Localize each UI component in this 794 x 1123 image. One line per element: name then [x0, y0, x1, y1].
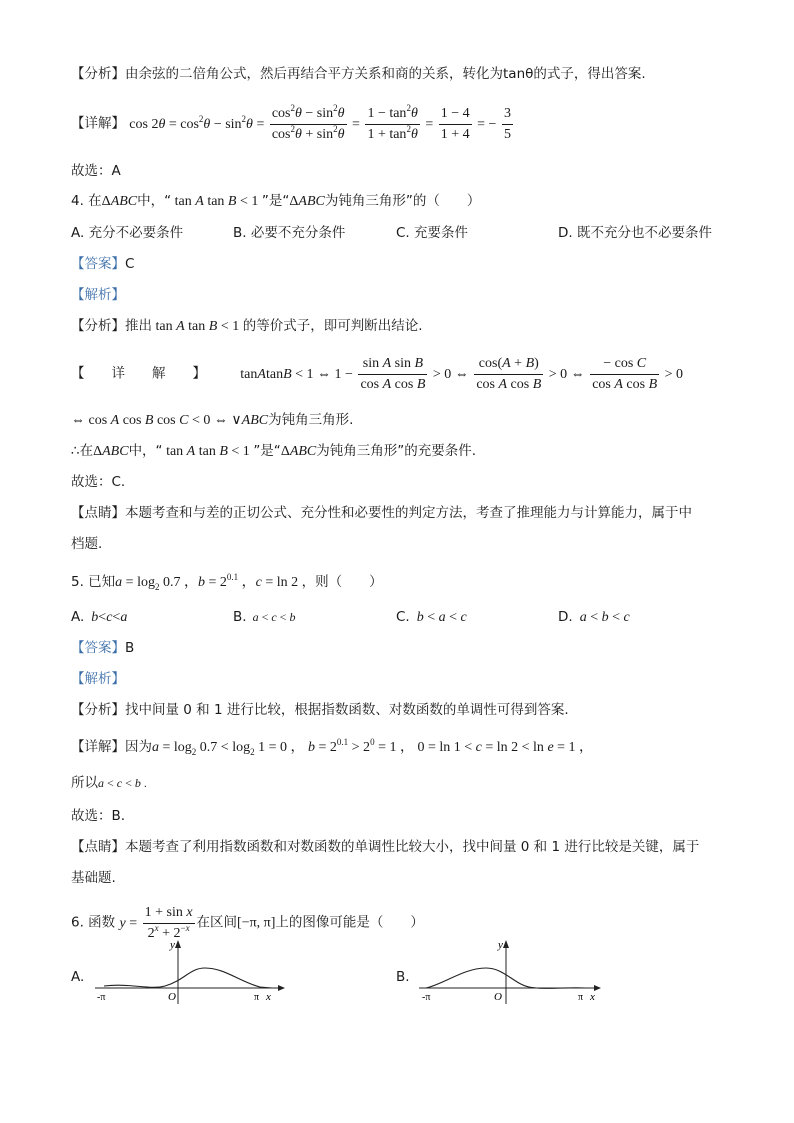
q6-function: y = $\frac{\text{1 + sin x}}{2^x + 2^{-x}}$	[119, 916, 196, 931]
q6-graph-a	[90, 936, 290, 1006]
q6-stem-post: 上的图像可能是（ ）	[275, 914, 424, 931]
q6-interval: [−π, π]	[237, 915, 276, 931]
q4-comment-2: 档题.	[71, 536, 103, 552]
q5-detail-tag: 【详解】	[71, 739, 125, 755]
q5-so-math: a < c < b .	[98, 776, 147, 790]
q5-option-c-label: C.	[396, 609, 410, 625]
q4-analysis-pre: 推出	[125, 318, 152, 334]
q5-comment	[71, 837, 699, 857]
q4-stem-mid1: 中，“	[137, 193, 172, 209]
q5-analysis	[71, 700, 569, 720]
q4-line3-cond: tan A tan B < 1	[162, 444, 254, 459]
q4-frac-1: $\frac{\text{sin A sin B}}{\text{cos A cos B}}$	[360, 356, 426, 392]
q6-graph-b	[414, 936, 614, 1006]
q6-graph-a-y-label: y	[170, 939, 175, 951]
q5-option-b	[233, 607, 295, 627]
q5-explain-tag: 【解析】	[71, 671, 125, 687]
q5-detail-math: $a = \log_2 0.7 < \log_2 1 = 0$ ， $b = 2^{0.1} > 2^0 = 1$ ， 0 = ln 1 < c = ln 2 < ln e = 1 ，	[152, 737, 594, 757]
q6-stem-prefix: 6. 函数	[71, 914, 116, 931]
q4-triangle-2: ΔABC	[289, 194, 325, 209]
q6-graph-b-label: B.	[396, 969, 410, 985]
q6-graph-b-pi: π	[578, 992, 584, 1003]
q5-comment-2: 基础题.	[71, 870, 116, 886]
q5-so	[71, 773, 147, 793]
q4-option-c: C. 充要条件	[396, 225, 469, 241]
q3-analysis	[71, 64, 646, 84]
q4-analysis-post: 的等价式子，即可判断出结论.	[242, 318, 423, 334]
q6-graph-b-origin: O	[494, 991, 502, 1003]
q4-triangle-1: ΔABC	[101, 194, 138, 209]
q4-comment-1: 本题考查和与差的正切公式、充分性和必要性的判定方法，考查了推理能力与计算能力，属于中	[125, 505, 692, 521]
q5-answer	[71, 638, 134, 658]
q4-detail-line3	[71, 441, 476, 462]
q5-option-c	[396, 607, 467, 628]
q5-analysis-text: 找中间量 0 和 1 进行比较，根据指数函数、对数函数的单调性可得到答案.	[125, 702, 569, 718]
q5-option-c-math: b < a < c	[416, 610, 467, 625]
q3-frac-4: $\frac{3}{5}$	[503, 106, 511, 142]
q4-frac-2: $\frac{\cos(A + B)}{\text{cos A cos B}}$	[476, 356, 542, 392]
q5-option-d-math: a < b < c	[579, 610, 630, 625]
q3-choose: 故选：A	[71, 163, 121, 179]
q4-stem-mid3: 为钝角三角形”的（ ）	[324, 193, 481, 209]
q6-graph-b-y-arrow	[503, 940, 509, 948]
q4-option-a: A. 充分不必要条件	[71, 225, 184, 241]
q6-graph-a-neg-pi: -π	[97, 992, 106, 1003]
q4-analysis-math: tan A tan B < 1	[152, 319, 243, 334]
q4-comment	[71, 503, 692, 523]
q5-option-a-label: A.	[71, 609, 85, 625]
q4-explain-tag: 【解析】	[71, 287, 125, 303]
q6-graph-a-label: A.	[71, 969, 85, 985]
q3-analysis-tag: 【分析】	[71, 66, 125, 82]
q4-line3-post: 为钝角三角形”的充要条件.	[316, 443, 477, 459]
q6-graph-a-x-label: x	[266, 991, 271, 1003]
q4-comment-tag: 【点睛】	[71, 505, 125, 521]
q4-detail-chain: tanAtanB < 1 ⇔ 1 − $\frac{\text{sin A sin B}}{\text{cos A cos B}}$ > 0 ⇔ $\frac{\cos(A + B)}{\text{cos A cos B}}$ > 0 ⇔ $\frac{\text{− cos C}}{\text{cos A cos B}}$ > 0	[240, 367, 683, 382]
q4-option-d: D. 既不充分也不必要条件	[558, 225, 712, 241]
q4-line3-mid2: ”是“	[253, 443, 281, 459]
q4-stem	[71, 191, 480, 212]
q4-choose: 故选：C.	[71, 474, 126, 490]
q4-detail-line2-post: 为钝角三角形.	[268, 412, 354, 428]
q5-comment-1: 本题考查了利用指数函数和对数函数的单调性比较大小，找中间量 0 和 1 进行比较是关键，属于	[125, 839, 700, 855]
q3-detail	[71, 104, 515, 145]
q5-detail	[71, 737, 593, 758]
q5-answer-tag: 【答案】	[71, 640, 125, 656]
q4-stem-prefix: 4. 在	[71, 193, 102, 209]
q5-stem	[71, 572, 383, 593]
q5-choose: 故选：B.	[71, 808, 126, 824]
q6-stem-mid: 在区间	[196, 914, 238, 931]
q4-frac-3: $\frac{\text{− cos C}}{\text{cos A cos B}}$	[592, 356, 658, 392]
q5-analysis-tag: 【分析】	[71, 702, 125, 718]
q4-detail	[71, 354, 683, 395]
q6-graph-a-curve	[104, 968, 272, 988]
q6-graph-a-x-arrow	[278, 985, 285, 991]
q4-analysis	[71, 316, 423, 337]
q4-detail-tag: 【 详 解 】	[71, 365, 206, 382]
q4-line3-tri2: ΔABC	[280, 444, 317, 459]
q4-line3-tri: ΔABC	[93, 444, 129, 459]
q3-frac-1: $\frac{\cos^2\theta - \sin^2\theta}{\cos^2\theta + \sin^2\theta}$	[271, 103, 345, 142]
q6-graph-a-origin: O	[168, 991, 176, 1003]
q3-frac-3: $\frac{1 - 4}{1 + 4}$	[440, 106, 470, 142]
q3-formula: $\cos 2\theta = \cos^2\theta - \sin^2\theta$ = $\frac{\cos^2\theta - \sin^2\theta}{\cos^2\theta + \sin^2\theta}$ = $\frac{1 - \tan^2\theta}{1 + \tan^2\theta}$ = $\frac{1 - 4}{1 + 4}$ = − $\frac{3}{5}$	[129, 117, 515, 132]
q5-stem-math: $a = \log_2 0.7$ ，$b = 2^{0.1}$ ，c = ln 2	[115, 572, 302, 592]
q4-answer	[71, 254, 134, 274]
q3-detail-tag: 【详解】	[71, 115, 125, 132]
q6-graph-b-neg-pi: -π	[422, 992, 431, 1003]
q4-answer-value: C	[125, 256, 135, 272]
q5-option-a	[71, 607, 127, 628]
q6-graph-a-pi: π	[254, 992, 260, 1003]
q5-answer-value: B	[125, 640, 135, 656]
q4-line3-pre: ∴在	[71, 443, 94, 459]
q4-condition: tan A tan B < 1	[171, 194, 262, 209]
q6-graph-b-y-label: y	[498, 939, 503, 951]
q5-stem-prefix: 5. 已知	[71, 574, 116, 590]
q6-frac: $\frac{\text{1 + sin x}}{2^x + 2^{-x}}$	[144, 905, 193, 941]
q5-option-a-math: b<c<a	[91, 610, 128, 625]
q5-comment-tag: 【点睛】	[71, 839, 125, 855]
q5-option-d-label: D.	[558, 609, 573, 625]
q4-analysis-tag: 【分析】	[71, 318, 125, 334]
q6-graph-b-x-label: x	[590, 991, 595, 1003]
q4-line3-mid1: 中，“	[128, 443, 163, 459]
q4-detail-line2-math: ⇔ cos A cos B cos C < 0 ⇔ ∨ABC	[71, 413, 269, 428]
q5-option-b-math: a < c < b	[252, 610, 296, 624]
q5-stem-post: ，则（ ）	[301, 574, 383, 590]
q4-option-b: B. 必要不充分条件	[233, 225, 346, 241]
q4-stem-mid2: ”是“	[261, 193, 290, 209]
q4-answer-tag: 【答案】	[71, 256, 125, 272]
q6-graph-a-y-arrow	[175, 940, 181, 948]
q4-detail-line2	[71, 410, 353, 431]
q5-so-pre: 所以	[71, 775, 98, 791]
q3-frac-2: $\frac{1 - \tan^2\theta}{1 + \tan^2\theta}$	[367, 103, 418, 142]
q3-analysis-text: 由余弦的二倍角公式，然后再结合平方关系和商的关系，转化为tanθ的式子，得出答案.	[125, 66, 646, 82]
q6-graph-b-x-arrow	[594, 985, 601, 991]
q5-option-b-label: B.	[233, 609, 247, 625]
q5-detail-pre: 因为	[125, 739, 152, 755]
q5-option-d	[558, 607, 630, 628]
